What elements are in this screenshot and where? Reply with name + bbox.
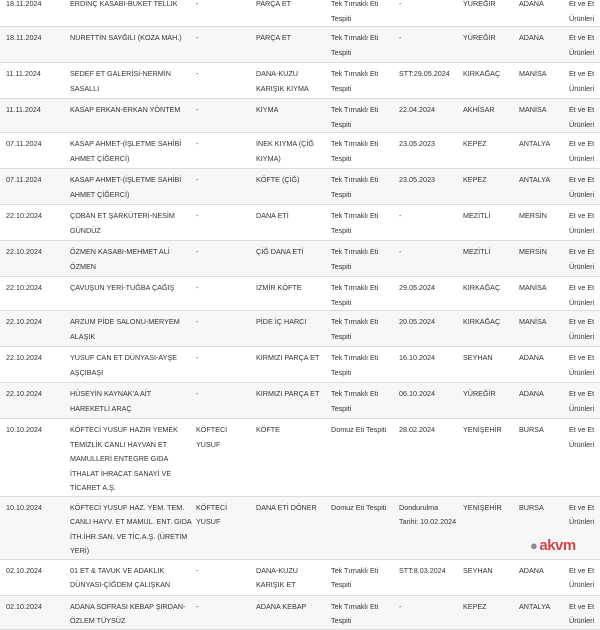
company-cell: ADANA SOFRASI KEBAP ŞIRDAN-ÖZLEM TÜYSÜZ (68, 595, 194, 629)
city-cell: ADANA (517, 0, 567, 27)
product-cell: KIRMIZI PARÇA ET (254, 347, 329, 383)
date-cell: 22.10.2024 (0, 347, 68, 383)
table-row (0, 133, 600, 169)
product-cell: KIYMA (254, 99, 329, 133)
district-cell: KEPEZ (461, 133, 517, 169)
group-cell: Et ve Et Ürünleri (567, 63, 600, 99)
violation-cell: Tek Tırnaklı Eti Tespiti (329, 241, 397, 277)
brand-cell: - (194, 241, 254, 277)
group-cell: Et ve Et Ürünleri (567, 347, 600, 383)
product-cell: DANA ETİ DÖNER (254, 496, 329, 559)
violation-cell: Tek Tırnaklı Eti Tespiti (329, 277, 397, 311)
product-cell: DANA-KUZU KARIŞIK ET (254, 559, 329, 595)
table-row (0, 559, 600, 595)
product-cell: DANA-KUZU KARIŞIK KIYMA (254, 63, 329, 99)
group-cell: Et ve Et Ürünleri (567, 133, 600, 169)
company-cell: SEDEF ET GALERİSİ-NERMİN SASALLI (68, 63, 194, 99)
date-cell: 11.11.2024 (0, 99, 68, 133)
table-row (0, 419, 600, 497)
company-cell: ÇAVUŞUN YERİ-TUĞBA ÇAĞIŞ (68, 277, 194, 311)
district-cell: KIRKAĞAÇ (461, 277, 517, 311)
date-cell: 02.10.2024 (0, 559, 68, 595)
table-row (0, 347, 600, 383)
date-cell: 18.11.2024 (0, 27, 68, 63)
city-cell: MANİSA (517, 277, 567, 311)
table-row (0, 205, 600, 241)
district-cell: SEYHAN (461, 347, 517, 383)
batch-cell: 20.05.2024 (397, 311, 461, 347)
company-cell: KÖFTECİ YUSUF HAZIR YEMEK TEMİZLİK CANLI HAYVAN ET MAMULLERİ ENTEGRE GIDA İTHALAT İHRACAT SANAYİ VE TİCARET A.Ş. (68, 419, 194, 497)
violation-cell: Tek Tırnaklı Eti Tespiti (329, 311, 397, 347)
batch-cell: STT:8.03.2024 (397, 559, 461, 595)
batch-cell: - (397, 0, 461, 27)
district-cell: YÜREĞİR (461, 27, 517, 63)
group-cell: Et ve Et Ürünleri (567, 99, 600, 133)
violation-cell: Tek Tırnaklı Eti Tespiti (329, 99, 397, 133)
company-cell: ÖZMEN KASABI-MEHMET ALİ ÖZMEN (68, 241, 194, 277)
city-cell: MANİSA (517, 99, 567, 133)
district-cell: KIRKAĞAÇ (461, 63, 517, 99)
group-cell: Et ve Et Ürünleri (567, 0, 600, 27)
table-row (0, 63, 600, 99)
table-row (0, 27, 600, 63)
batch-cell: 16.10.2024 (397, 347, 461, 383)
group-cell: Et ve Et Ürünleri (567, 27, 600, 63)
product-cell: KÖFTE (ÇİĞ) (254, 169, 329, 205)
table-row (0, 496, 600, 559)
batch-cell: 23.05.2023 (397, 133, 461, 169)
date-cell: 22.10.2024 (0, 311, 68, 347)
group-cell: Et ve Et Ürünleri (567, 595, 600, 629)
district-cell: MEZİTLİ (461, 205, 517, 241)
city-cell: ANTALYA (517, 169, 567, 205)
table-row (0, 169, 600, 205)
table-row (0, 595, 600, 629)
table-row (0, 277, 600, 311)
batch-cell: 23.05.2023 (397, 169, 461, 205)
city-cell: ADANA (517, 27, 567, 63)
district-cell: YÜREĞİR (461, 0, 517, 27)
district-cell: SEYHAN (461, 559, 517, 595)
group-cell: Et ve Et Ürünleri (567, 311, 600, 347)
city-cell: MANİSA (517, 311, 567, 347)
city-cell: MERSİN (517, 241, 567, 277)
violation-cell: Tek Tırnaklı Eti Tespiti (329, 27, 397, 63)
group-cell: Et ve Et Ürünleri (567, 241, 600, 277)
product-cell: DANA ETİ (254, 205, 329, 241)
company-cell: KASAP ERKAN-ERKAN YÖNTEM (68, 99, 194, 133)
district-cell: KEPEZ (461, 595, 517, 629)
company-cell: YUSUF CAN ET DÜNYASI-AYŞE AŞÇIBAŞI (68, 347, 194, 383)
district-cell: YENİŞEHİR (461, 496, 517, 559)
company-cell: ARZUM PİDE SALONU-MERYEM ALAŞIK (68, 311, 194, 347)
district-cell: MEZİTLİ (461, 241, 517, 277)
table-row (0, 383, 600, 419)
batch-cell: - (397, 595, 461, 629)
batch-cell: - (397, 205, 461, 241)
watermark-logo: ● akvm (530, 536, 576, 554)
brand-cell: - (194, 347, 254, 383)
batch-cell: - (397, 27, 461, 63)
batch-cell: 22.04.2024 (397, 99, 461, 133)
company-cell: KASAP AHMET-(İŞLETME SAHİBİ AHMET ÇİĞERCİ) (68, 169, 194, 205)
date-cell: 18.11.2024 (0, 0, 68, 27)
table-row (0, 99, 600, 133)
company-cell: ÇOBAN ET ŞARKÜTERİ-NESİM GÜNDÜZ (68, 205, 194, 241)
city-cell: MERSİN (517, 205, 567, 241)
table-row (0, 0, 600, 27)
date-cell: 07.11.2024 (0, 133, 68, 169)
batch-cell: 06.10.2024 (397, 383, 461, 419)
city-cell: ADANA (517, 383, 567, 419)
group-cell: Et ve Et Ürünleri (567, 205, 600, 241)
group-cell: Et ve Et Ürünleri (567, 383, 600, 419)
brand-cell: - (194, 27, 254, 63)
district-cell: KEPEZ (461, 169, 517, 205)
violation-cell: Tek Tırnaklı Eti Tespiti (329, 559, 397, 595)
violation-cell: Tek Tırnaklı Eti Tespiti (329, 63, 397, 99)
date-cell: 22.10.2024 (0, 241, 68, 277)
date-cell: 07.11.2024 (0, 169, 68, 205)
date-cell: 10.10.2024 (0, 496, 68, 559)
district-cell: KIRKAĞAÇ (461, 311, 517, 347)
group-cell: Et ve Et Ürünleri (567, 496, 600, 559)
product-cell: KIRMIZI PARÇA ET (254, 383, 329, 419)
brand-cell: KÖFTECİ YUSUF (194, 496, 254, 559)
product-cell: KÖFTE (254, 419, 329, 497)
company-cell: ERDİNÇ KASABI-BUKET TELLİK (68, 0, 194, 27)
violation-cell: Tek Tırnaklı Eti Tespiti (329, 595, 397, 629)
date-cell: 22.10.2024 (0, 277, 68, 311)
product-cell: İNEK KIYMA (ÇİĞ KIYMA) (254, 133, 329, 169)
batch-cell: 29.05.2024 (397, 277, 461, 311)
brand-cell: - (194, 205, 254, 241)
batch-cell: 28.02.2024 (397, 419, 461, 497)
product-cell: PİDE İÇ HARCI (254, 311, 329, 347)
brand-cell: - (194, 311, 254, 347)
brand-cell: KÖFTECİ YUSUF (194, 419, 254, 497)
product-cell: ÇİĞ DANA ETİ (254, 241, 329, 277)
brand-cell: - (194, 0, 254, 27)
city-cell: ADANA (517, 559, 567, 595)
group-cell: Et ve Et Ürünleri (567, 277, 600, 311)
batch-cell: STT:29.05.2024 (397, 63, 461, 99)
brand-cell: - (194, 595, 254, 629)
product-cell: PARÇA ET (254, 27, 329, 63)
district-cell: YENİŞEHİR (461, 419, 517, 497)
violation-cell: Tek Tırnaklı Eti Tespiti (329, 0, 397, 27)
date-cell: 22.10.2024 (0, 383, 68, 419)
brand-cell: - (194, 169, 254, 205)
table-row (0, 311, 600, 347)
violation-cell: Tek Tırnaklı Eti Tespiti (329, 169, 397, 205)
company-cell: 01 ET & TAVUK VE ADAKLIK DÜNYASI-ÇİĞDEM ÇALIŞKAN (68, 559, 194, 595)
date-cell: 10.10.2024 (0, 419, 68, 497)
brand-cell: - (194, 99, 254, 133)
city-cell: ANTALYA (517, 133, 567, 169)
date-cell: 02.10.2024 (0, 595, 68, 629)
brand-cell: - (194, 63, 254, 99)
company-cell: HÜSEYİN KAYNAK'A AİT HAREKETLİ ARAÇ (68, 383, 194, 419)
brand-cell: - (194, 559, 254, 595)
company-cell: KASAP AHMET-(İŞLETME SAHİBİ AHMET ÇİĞERCİ) (68, 133, 194, 169)
city-cell: BURSA (517, 496, 567, 559)
date-cell: 11.11.2024 (0, 63, 68, 99)
brand-cell: - (194, 383, 254, 419)
company-cell: KÖFTECİ YUSUF HAZ. YEM. TEM. CANLI HAYV. ET MAMUL. ENT. GIDA İTH.İHR.SAN. VE TİC.A.Ş. (ÜRETİM YERİ) (68, 496, 194, 559)
violation-cell: Domuz Eti Tespiti (329, 496, 397, 559)
violation-cell: Tek Tırnaklı Eti Tespiti (329, 383, 397, 419)
batch-cell: - (397, 241, 461, 277)
group-cell: Et ve Et Ürünleri (567, 169, 600, 205)
brand-cell: - (194, 277, 254, 311)
group-cell: Et ve Et Ürünleri (567, 559, 600, 595)
violation-cell: Tek Tırnaklı Eti Tespiti (329, 347, 397, 383)
city-cell: ADANA (517, 347, 567, 383)
city-cell: MANİSA (517, 63, 567, 99)
group-cell: Et ve Et Ürünleri (567, 419, 600, 497)
violation-cell: Domuz Eti Tespiti (329, 419, 397, 497)
product-cell: ADANA KEBAP (254, 595, 329, 629)
table-row (0, 241, 600, 277)
product-cell: PARÇA ET (254, 0, 329, 27)
violation-cell: Tek Tırnaklı Eti Tespiti (329, 133, 397, 169)
batch-cell: Dondurulma Tarihi: 10.02.2024 (397, 496, 461, 559)
violation-cell: Tek Tırnaklı Eti Tespiti (329, 205, 397, 241)
date-cell: 22.10.2024 (0, 205, 68, 241)
city-cell: ANTALYA (517, 595, 567, 629)
city-cell: BURSA (517, 419, 567, 497)
company-cell: NURETTİN SAYĞILI (KOZA MAH.) (68, 27, 194, 63)
brand-cell: - (194, 133, 254, 169)
district-cell: AKHİSAR (461, 99, 517, 133)
district-cell: YÜREĞİR (461, 383, 517, 419)
product-cell: İZMİR KÖFTE (254, 277, 329, 311)
